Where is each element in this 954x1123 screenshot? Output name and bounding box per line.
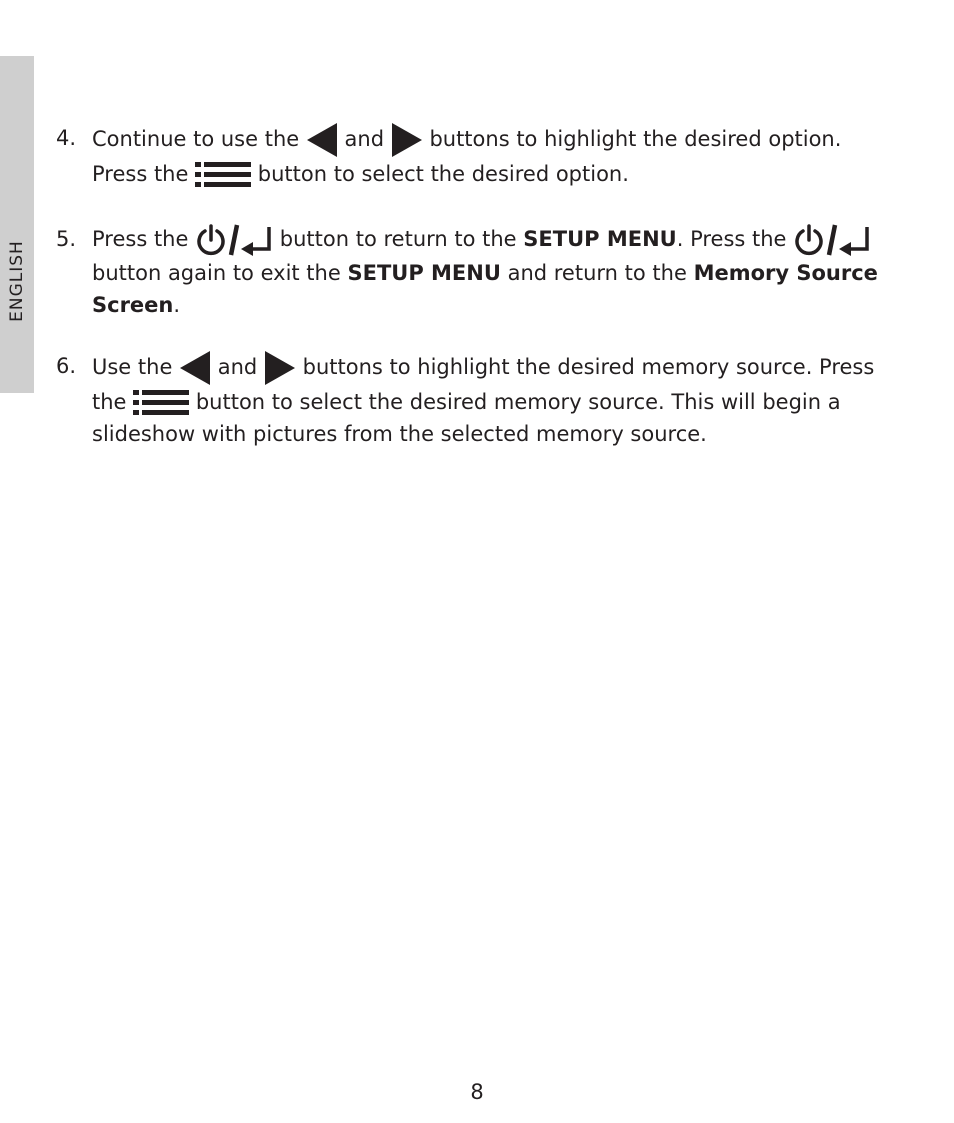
right-arrow-icon — [391, 122, 423, 158]
left-arrow-icon — [306, 122, 338, 158]
step-text — [92, 122, 896, 190]
step-number: 5. — [56, 227, 77, 251]
step-text-segment: button to return to the — [279, 227, 517, 251]
step-text-segment: button to select the desired option. — [257, 162, 629, 186]
step-text-segment: Press the — [92, 162, 189, 186]
step-text-segment: and — [344, 127, 385, 151]
step-text-segment: . Press the — [676, 227, 787, 251]
language-side-tab — [0, 56, 34, 393]
setup-menu-label: SETUP MENU — [523, 227, 677, 251]
instruction-step-4 — [56, 122, 896, 190]
left-arrow-icon — [179, 350, 211, 386]
setup-menu-label: SETUP MENU — [347, 261, 501, 285]
step-text-segment: and return to the — [507, 261, 687, 285]
step-text-segment: Press the — [92, 227, 189, 251]
memory-source-screen-label: Memory Source Screen — [92, 261, 878, 317]
menu-icon — [133, 388, 189, 418]
right-arrow-icon — [264, 350, 296, 386]
step-number: 6. — [56, 354, 77, 378]
step-text-segment: and — [217, 355, 258, 379]
step-text-segment: button again to exit the — [92, 261, 341, 285]
step-text-segment: Use the — [92, 355, 173, 379]
menu-icon — [195, 160, 251, 190]
language-label: ENGLISH — [7, 240, 27, 322]
instruction-step-5 — [56, 223, 896, 321]
step-text-segment: . — [173, 293, 181, 317]
step-text-segment: buttons to highlight the desired option. — [429, 127, 842, 151]
power-enter-icon — [195, 223, 273, 257]
step-number: 4. — [56, 126, 77, 150]
page-number: 8 — [470, 1080, 484, 1104]
step-text-segment: buttons to highlight the desired memory source. Press the — [92, 355, 875, 414]
step-text-segment: button to select the desired memory source. This will begin a slideshow with pictures from the selected memory source. — [92, 390, 841, 446]
step-text-segment: Continue to use the — [92, 127, 300, 151]
power-enter-icon — [793, 223, 871, 257]
instruction-step-6 — [56, 350, 896, 450]
step-text — [92, 223, 896, 321]
step-text — [92, 350, 896, 450]
